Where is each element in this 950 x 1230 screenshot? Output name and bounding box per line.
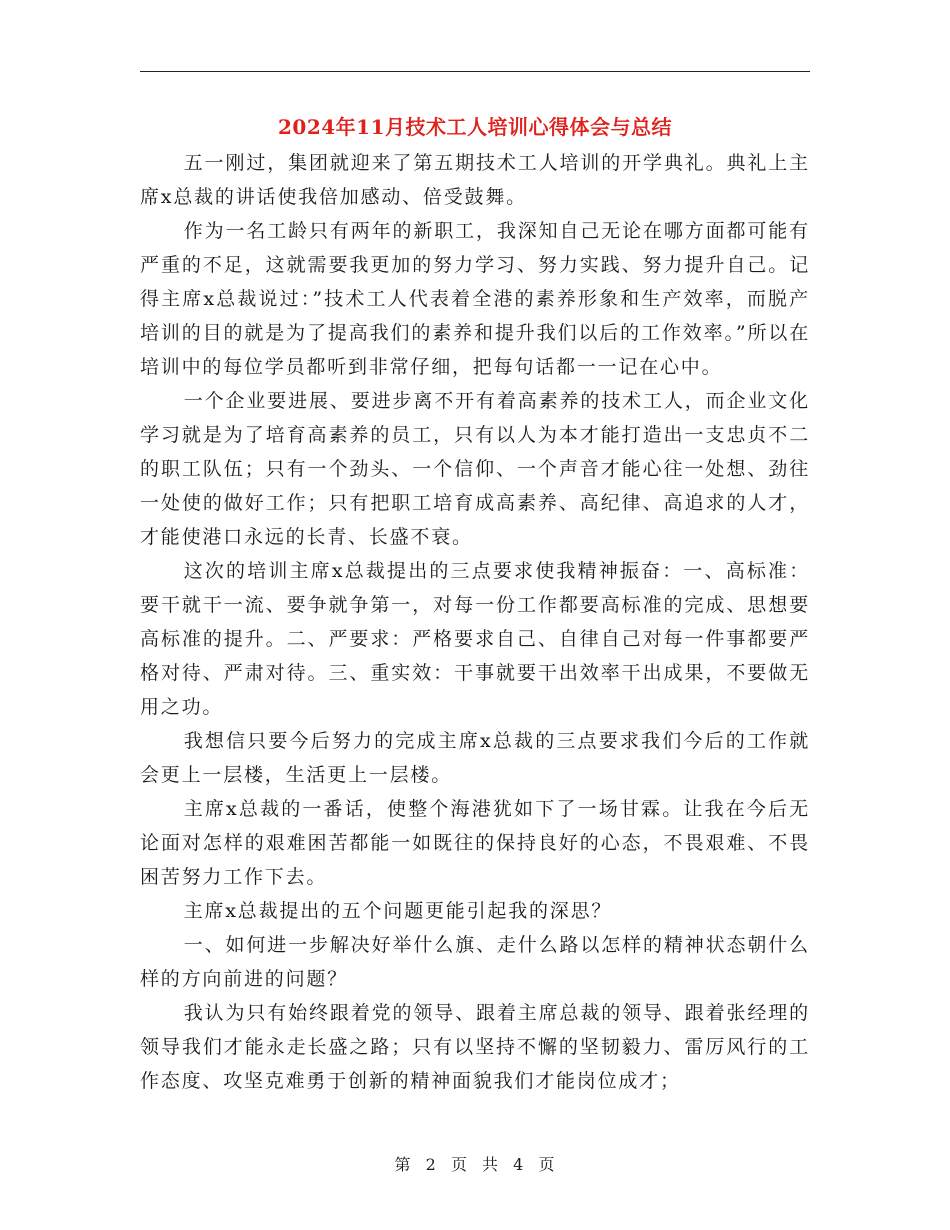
footer-page-number: 2 xyxy=(425,1155,437,1174)
paragraph: 主席x总裁提出的五个问题更能引起我的深思？ xyxy=(183,900,613,922)
paragraph: 主席x总裁的一番话，使整个海港犹如下了一场甘霖。让我在今后无论面对怎样的艰难困苦都能一如既往的保持良好的心态，不畏艰难、不畏困苦努力工作下去。 xyxy=(140,798,810,888)
footer-total-pages: 4 xyxy=(513,1155,525,1174)
paragraph: 一、如何进一步解决好举什么旗、走什么路以怎样的精神状态朝什么样的方向前进的问题？ xyxy=(140,934,810,990)
footer-prefix: 第 xyxy=(394,1155,412,1174)
page-footer xyxy=(140,1152,810,1175)
footer-total-prefix: 共 xyxy=(482,1155,500,1174)
document-title: 2024年11月技术工人培训心得体会与总结 xyxy=(278,115,672,139)
header-rule xyxy=(140,71,810,72)
footer-total-unit: 页 xyxy=(538,1155,556,1174)
paragraph: 我认为只有始终跟着党的领导、跟着主席总裁的领导、跟着张经理的领导我们才能永走长盛之路；只有以坚持不懈的坚韧毅力、雷厉风行的工作态度、攻坚克难勇于创新的精神面貌我们才能岗位成才； xyxy=(140,1002,810,1092)
document-body xyxy=(140,146,810,1098)
paragraph: 一个企业要进展、要进步离不开有着高素养的技术工人，而企业文化学习就是为了培育高素养的员工，只有以人为本才能打造出一支忠贞不二的职工队伍；只有一个劲头、一个信仰、一个声音才能心往一处想、劲往一处使的做好工作；只有把职工培育成高素养、高纪律、高追求的人才，才能使港口永远的长青、长盛不衰。 xyxy=(140,390,810,548)
paragraph: 我想信只要今后努力的完成主席x总裁的三点要求我们今后的工作就会更上一层楼，生活更上一层楼。 xyxy=(140,730,810,786)
paragraph: 五一刚过，集团就迎来了第五期技术工人培训的开学典礼。典礼上主席x总裁的讲话使我倍加感动、倍受鼓舞。 xyxy=(140,152,810,208)
paragraph: 作为一名工龄只有两年的新职工，我深知自己无论在哪方面都可能有严重的不足，这就需要我更加的努力学习、努力实践、努力提升自己。记得主席x总裁说过：”技术工人代表着全港的素养形象和生产效率，而脱产培训的目的就是为了提高我们的素养和提升我们以后的工作效率。”所以在培训中的每位学员都听到非常仔细，把每句话都一一记在心中。 xyxy=(140,220,810,378)
footer-page-unit: 页 xyxy=(450,1155,468,1174)
paragraph: 这次的培训主席x总裁提出的三点要求使我精神振奋：一、高标准：要干就干一流、要争就争第一，对每一份工作都要高标准的完成、思想要高标准的提升。二、严要求：严格要求自己、自律自己对每一件事都要严格对待、严肃对待。三、重实效：干事就要干出效率干出成果，不要做无用之功。 xyxy=(140,560,810,718)
